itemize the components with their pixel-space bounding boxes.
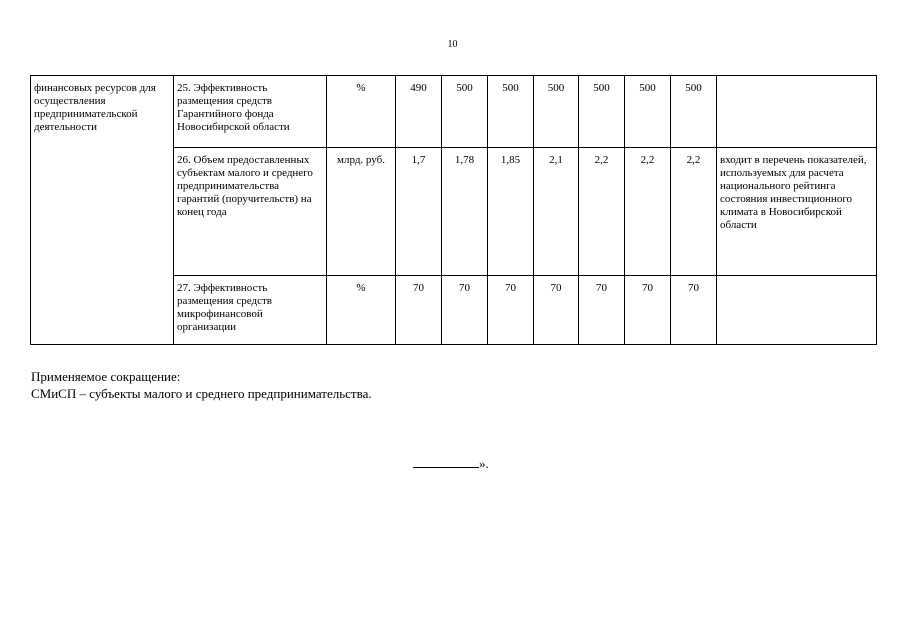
abbreviation-block	[31, 368, 372, 402]
signature-blank	[413, 456, 479, 468]
page-number: 10	[447, 39, 458, 50]
indicator-value: 70	[488, 276, 534, 345]
indicator-value: 500	[534, 76, 579, 148]
indicator-unit: %	[327, 76, 396, 148]
indicator-name: 25. Эффективность размещения средств Гарантийного фонда Новосибирской области	[174, 76, 327, 148]
indicator-name: 27. Эффективность размещения средств микрофинансовой организации	[174, 276, 327, 345]
abbreviation-heading: Применяемое сокращение:	[31, 369, 181, 384]
indicator-unit: млрд. руб.	[327, 148, 396, 276]
indicator-value: 1,78	[442, 148, 488, 276]
indicator-value: 500	[488, 76, 534, 148]
indicator-value: 70	[579, 276, 625, 345]
indicator-value: 500	[671, 76, 717, 148]
indicator-value: 500	[625, 76, 671, 148]
indicator-value: 70	[396, 276, 442, 345]
indicator-value: 1,85	[488, 148, 534, 276]
indicator-value: 2,2	[579, 148, 625, 276]
indicator-note	[717, 76, 877, 148]
indicator-value: 1,7	[396, 148, 442, 276]
indicator-value: 500	[579, 76, 625, 148]
indicator-note	[717, 276, 877, 345]
closing-line	[413, 456, 489, 472]
table-row	[31, 76, 877, 148]
goal-cell: финансовых ресурсов для осуществления предпринимательской деятельности	[31, 76, 174, 345]
indicator-value: 70	[534, 276, 579, 345]
indicator-value: 2,1	[534, 148, 579, 276]
closing-mark: ».	[479, 456, 489, 471]
indicator-value: 490	[396, 76, 442, 148]
indicators-table	[30, 75, 877, 345]
indicator-value: 2,2	[671, 148, 717, 276]
indicator-value: 500	[442, 76, 488, 148]
abbreviation-definition: СМиСП – субъекты малого и среднего предпринимательства.	[31, 386, 372, 401]
indicator-value: 70	[625, 276, 671, 345]
indicator-value: 2,2	[625, 148, 671, 276]
indicator-unit: %	[327, 276, 396, 345]
indicator-value: 70	[671, 276, 717, 345]
indicator-value: 70	[442, 276, 488, 345]
indicator-note: входит в перечень показателей, используемых для расчета национального рейтинга состояния инвестиционного климата в Новосибирской области	[717, 148, 877, 276]
indicator-name: 26. Объем предоставленных субъектам малого и среднего предпринимательства гарантий (поручительств) на конец года	[174, 148, 327, 276]
